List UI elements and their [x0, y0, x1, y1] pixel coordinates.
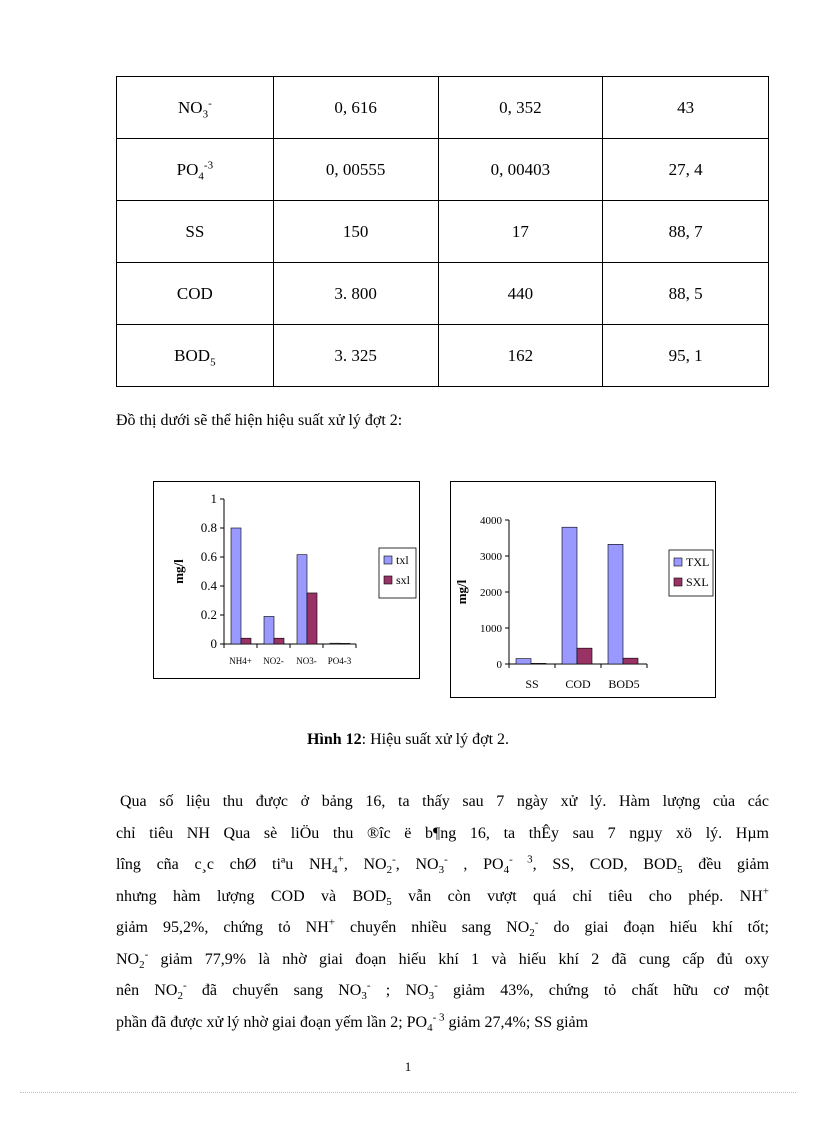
- cell-parameter: COD: [117, 263, 274, 325]
- y-tick-label: 0.4: [200, 578, 217, 593]
- cell-after: 17: [438, 201, 603, 263]
- y-tick-label: 2000: [480, 587, 502, 599]
- chart-1-frame: [153, 481, 420, 679]
- cell-efficiency: 95, 1: [603, 325, 769, 387]
- y-tick-label: 0: [210, 636, 217, 651]
- bar-sxl-PO4-3: [340, 643, 350, 644]
- y-tick-label: 0.6: [200, 549, 217, 564]
- x-tick-label: NO3-: [296, 656, 317, 666]
- para-line-1: Qua số liệu thu được ở bảng 16, ta thấy sau 7 ngày xử lý. Hàm lượng của các: [120, 793, 769, 810]
- footer-divider: [20, 1092, 796, 1093]
- para-line-6: $NO_2^-$ giảm 77,9% là nhờ giai đoạn hiếu khí 1 và hiếu khí 2 đã cung cấp đủ oxy: [116, 948, 769, 971]
- x-tick-label: SS: [525, 677, 539, 691]
- y-tick-label: 4000: [480, 515, 502, 527]
- bar-SXL-SS: [531, 663, 546, 664]
- bar-sxl-NH4+: [241, 638, 251, 644]
- cell-after: 440: [438, 263, 603, 325]
- cell-efficiency: 88, 5: [603, 263, 769, 325]
- x-tick-label: PO4-3: [327, 656, 352, 666]
- para-line-7: nên $NO_2^-$ đã chuyển sang $NO_3^-$ ; $NO_3^-$ giảm 43%, chứng tỏ chất hữu cơ một: [116, 979, 770, 1003]
- table-row: [117, 77, 769, 139]
- cell-efficiency: 43: [603, 77, 769, 139]
- cell-after: 0, 00403: [438, 139, 603, 201]
- legend-label-txl: txl: [396, 553, 409, 567]
- legend-label-SXL: SXL: [686, 575, 709, 589]
- cell-parameter: $PO_4^{-3}$: [117, 139, 274, 201]
- bar-TXL-BOD5: [608, 544, 623, 664]
- bar-TXL-COD: [562, 527, 577, 664]
- page-number: 1: [404, 1059, 412, 1074]
- y-tick-label: 1000: [480, 623, 502, 635]
- caption-label: Hình 12: [306, 731, 362, 748]
- x-tick-label: NH4+: [229, 656, 252, 666]
- y-axis-label: mg/l: [171, 559, 186, 584]
- cell-after: 0, 352: [438, 77, 603, 139]
- para-line-4: nhưng hàm lượng COD và $BOD_5$ vẫn còn vượt quá chỉ tiêu cho phép. NH+: [116, 885, 769, 908]
- y-tick-label: 0.8: [200, 520, 217, 535]
- cell-before: 150: [273, 201, 438, 263]
- cell-before: 0, 00555: [273, 139, 438, 201]
- y-tick-label: 1: [210, 491, 217, 506]
- legend-swatch-sxl: [384, 576, 392, 584]
- bar-SXL-BOD5: [623, 658, 638, 664]
- y-axis-label: mg/l: [454, 579, 469, 605]
- cell-parameter: $NO_3^-$: [117, 77, 274, 139]
- x-tick-label: COD: [565, 677, 591, 691]
- bar-txl-PO4-3: [330, 643, 340, 644]
- bar-txl-NH4+: [231, 528, 241, 644]
- para-line-5: giảm 95,2%, chứng tỏ NH+ chuyển nhiều sang $NO_2^-$ do giai đoạn hiếu khí tốt;: [116, 916, 770, 940]
- legend-swatch-txl: [384, 556, 392, 564]
- chart-2-frame: [450, 481, 716, 698]
- cell-before: 0, 616: [273, 77, 438, 139]
- x-tick-label: BOD5: [608, 677, 640, 691]
- table-row: [117, 263, 769, 325]
- y-tick-label: 0.2: [200, 607, 217, 622]
- para-line-3: lîng cña c¸c chØ tiªu $NH_4^+$, $NO_2^-$, $NO_3^-$ , $PO_4^{- 3}$, SS, COD, $BOD_5$ đều giảm: [116, 853, 770, 877]
- cell-efficiency: 27, 4: [603, 139, 769, 201]
- cell-after: 162: [438, 325, 603, 387]
- bar-SXL-COD: [577, 648, 592, 664]
- bar-sxl-NO2-: [274, 638, 284, 644]
- figure-caption: [0, 731, 816, 749]
- bar-TXL-SS: [516, 659, 531, 664]
- cell-before: 3. 800: [273, 263, 438, 325]
- legend-swatch-SXL: [674, 578, 682, 586]
- legend-label-TXL: TXL: [686, 555, 710, 569]
- y-tick-label: 0: [496, 659, 502, 671]
- chart-nutrients: [154, 482, 419, 678]
- cell-parameter: SS: [117, 201, 274, 263]
- body-paragraph: [116, 786, 769, 1038]
- cell-efficiency: 88, 7: [603, 201, 769, 263]
- caption-text: : Hiệu suất xử lý đợt 2.: [361, 731, 510, 748]
- intro-text: Đồ thị dưới sẽ thể hiện hiệu suất xử lý đợt 2:: [116, 412, 403, 429]
- cell-before: 3. 325: [273, 325, 438, 387]
- x-tick-label: NO2-: [263, 656, 284, 666]
- table-row: [117, 201, 769, 263]
- chart-organics: [451, 482, 715, 697]
- legend-swatch-TXL: [674, 558, 682, 566]
- cell-parameter: $BOD_5$: [117, 325, 274, 387]
- bar-txl-NO2-: [264, 616, 274, 644]
- y-tick-label: 3000: [480, 551, 502, 563]
- bar-sxl-NO3-: [307, 593, 317, 644]
- para-line-8: phần đã được xử lý nhờ giai đoạn yếm lần 2; $PO_4^{- 3}$ giảm 27,4%; SS giảm: [116, 1011, 589, 1034]
- legend-label-sxl: sxl: [396, 573, 411, 587]
- table-row: [117, 139, 769, 201]
- para-line-2: chỉ tiêu NH Qua sè liÖu thu ®îc ë b¶ng 16, ta thÊy sau 7 ngµy xö lý. Hµm: [116, 824, 769, 842]
- table-row: [117, 325, 769, 387]
- results-table: [116, 76, 769, 387]
- bar-txl-NO3-: [297, 555, 307, 644]
